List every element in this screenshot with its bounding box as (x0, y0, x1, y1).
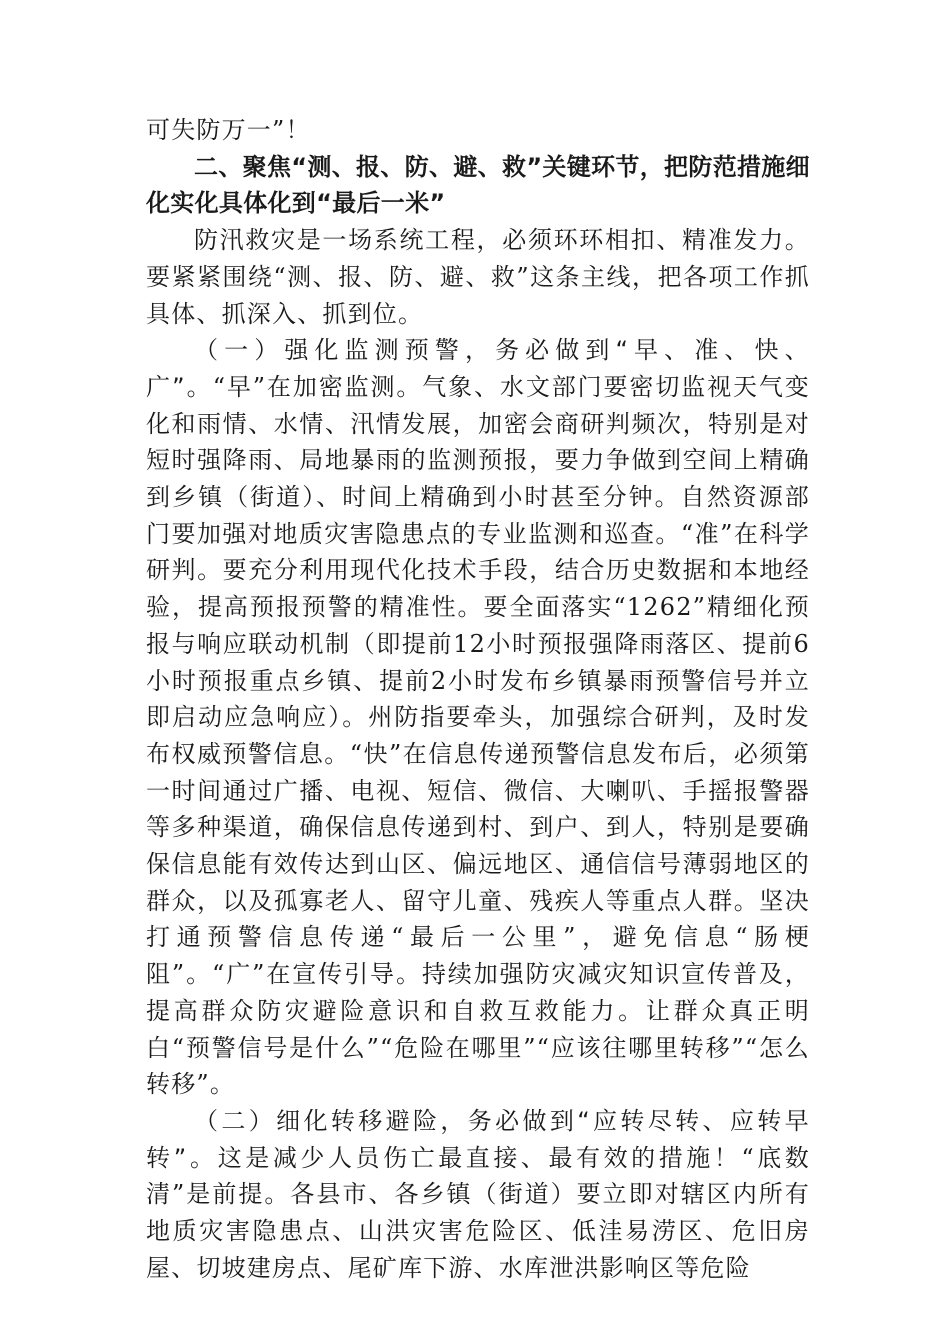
body-paragraph (146, 222, 810, 332)
paragraph-text: “早”在加密监测。气象、水文部门要密切监视天气变化和雨情、水情、汛情发展，加密会商研判频次，特别是对短时强降雨、局地暴雨的监测预报，要力争做到空间上精确到乡镇（街道）、时间上精确到小时甚至分钟。自然资源部门要加强对地质灾害隐患点的专业监测和巡查。“准”在科学研判。要充分利用现代化技术手段，结合历史数据和本地经验，提高预报预警的精准性。要全面落实“1262”精细化预报与响应联动机制（即提前12小时预报强降雨落区、提前6小时预报重点乡镇、提前2小时发布乡镇暴雨预警信号并立即启动应急响应）。州防指要牵头，加强综合研判，及时发布权威预警信息。“快”在信息传递预警信息发布后，必须第一时间通过广播、电视、短信、微信、大喇叭、手摇报警器等多种渠道，确保信息传递到村、到户、到人，特别是要确保信息能有效传达到山区、偏远地区、通信信号薄弱地区的群众，以及孤寡老人、留守儿童、残疾人等重点人群。坚决打通预警信息传递“最后一公里”，避免信息“肠梗阻”。“广”在宣传引导。持续加强防灾减灾知识宣传普及，提高群众防灾避险意识和自救互救能力。让群众真正明白“预警信号是什么”“危险在哪里”“应该往哪里转移”“怎么转移”。 (146, 372, 810, 1099)
paragraph-text: 防汛救灾是一场系统工程，必须环环相扣、精准发力。要紧紧围绕“测、报、防、避、救”这条主线，把各项工作抓具体、抓深入、抓到位。 (146, 226, 810, 328)
document-body (146, 112, 810, 1287)
heading-text: 二、聚焦“测、报、防、避、救”关键环节，把防范措施细化实化具体化到“最后一米” (146, 152, 810, 218)
subsection-paragraph-2 (146, 1103, 810, 1287)
subsection-heading: （一）强化监测预警，务必做到“早、准、快、广”。 (146, 336, 810, 401)
paragraph-text: 可失防万一”！ (146, 116, 311, 144)
subsection-heading: （二）细化转移避险，务必做到“应转尽转、应转早转”。 (146, 1106, 810, 1172)
paragraph-text: 这是减少人员伤亡最直接、最有效的措施！“底数清”是前提。各县市、各乡镇（街道）要立即对辖区内所有地质灾害隐患点、山洪灾害危险区、低洼易涝区、危旧房屋、切坡建房点、尾矿库下游、水库泄洪影响区等危险 (146, 1143, 811, 1282)
continuation-paragraph (146, 112, 810, 149)
subsection-paragraph-1 (146, 332, 810, 1103)
section-heading (146, 149, 810, 222)
